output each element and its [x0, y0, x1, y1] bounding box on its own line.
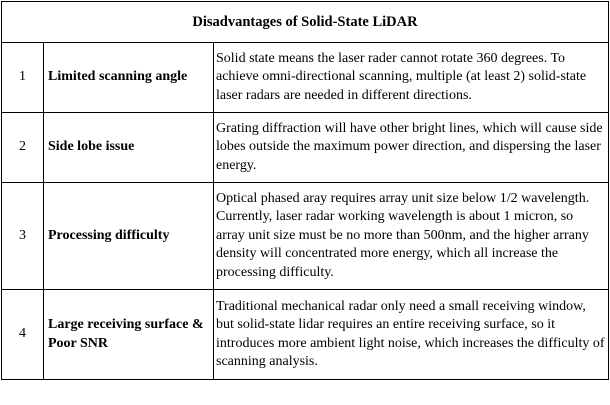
- row-name: Side lobe issue: [44, 113, 214, 183]
- row-name: Processing difficulty: [44, 183, 214, 290]
- row-description: Solid state means the laser rader cannot rotate 360 degrees. To achieve omni-directional scanning, multiple (at least 2) solid-state laser radars are needed in different directions.: [214, 43, 609, 113]
- row-description: Optical phased aray requires array unit size below 1/2 wavelength. Currently, laser radar working wavelength is about 1 micron, so array unit size must be no more than 500nm, and the higher arranу density will concentrated more energy, which all increase the processing difficulty.: [214, 183, 609, 290]
- row-name: Limited scanning angle: [44, 43, 214, 113]
- row-number: 2: [2, 113, 44, 183]
- row-description: Traditional mechanical radar only need a small receiving window, but solid-state lidar requires an entire receiving surface, so it introduces more ambient light noise, which increases the difficulty of scanning analysis.: [214, 290, 609, 380]
- table-row: [2, 113, 609, 183]
- row-number: 4: [2, 290, 44, 380]
- row-description: Grating diffraction will have other bright lines, which will cause side lobes outside the maximum power direction, and dispersing the laser energy.: [214, 113, 609, 183]
- disadvantages-table: [1, 1, 609, 380]
- table-row: [2, 290, 609, 380]
- table-title: Disadvantages of Solid-State LiDAR: [2, 2, 609, 43]
- table-row: [2, 43, 609, 113]
- row-number: 3: [2, 183, 44, 290]
- row-number: 1: [2, 43, 44, 113]
- table-title-row: [2, 2, 609, 43]
- table-row: [2, 183, 609, 290]
- row-name: Large receiving surface & Poor SNR: [44, 290, 214, 380]
